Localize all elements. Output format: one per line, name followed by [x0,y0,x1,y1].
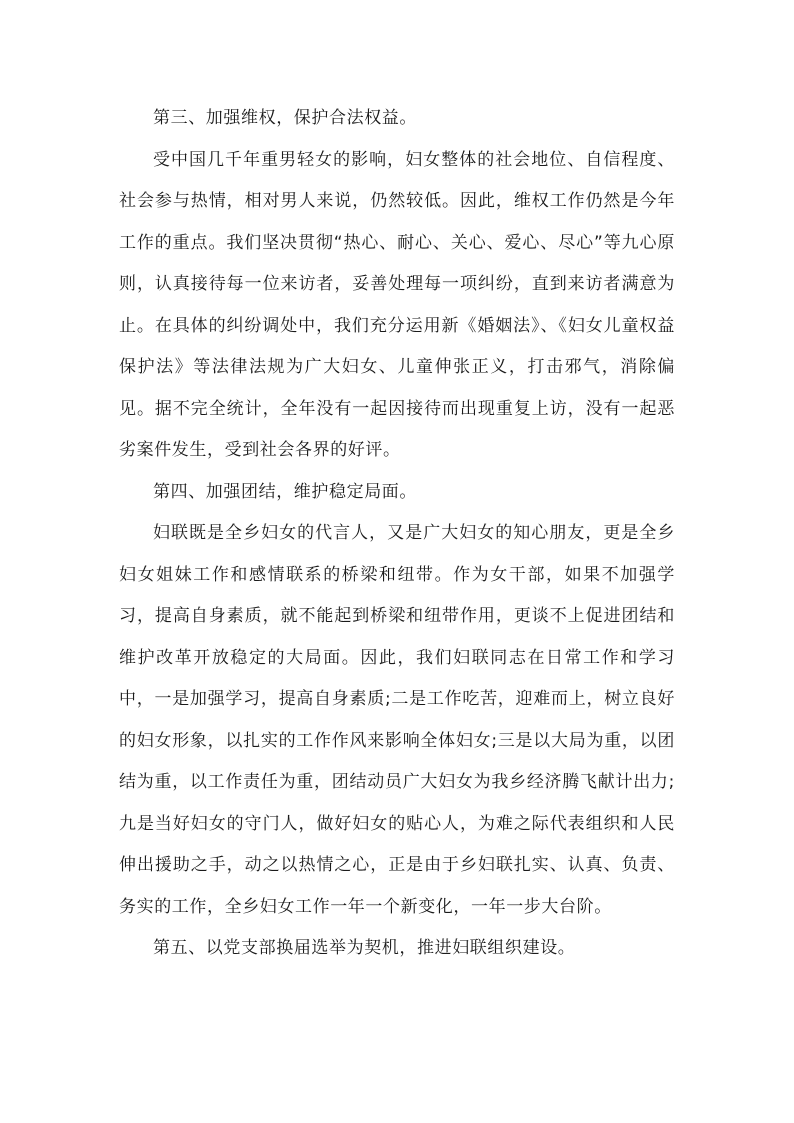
document-body [119,98,675,970]
section-heading-4: 第四、加强团结，维护稳定局面。 [153,481,417,502]
section-heading-3: 第三、加强维权，保护合法权益。 [153,108,417,128]
body-paragraph: 妇联既是全乡妇女的代言人，又是广大妇女的知心朋友，更是全乡妇女姐妹工作和感情联系的桥梁和纽带。作为女干部，如果不加强学习，提高自身素质，就不能起到桥梁和纽带作用，更谈不上促进团结和维护改革开放稳定的大局面。因此，我们妇联同志在日常工作和学习中，一是加强学习，提高自身素质;二是工作吃苦，迎难而上，树立良好的妇女形象，以扎实的工作作风来影响全体妇女;三是以大局为重，以团结为重，以工作责任为重，团结动员广大妇女为我乡经济腾飞献计出力;九是当好妇女的守门人，做好妇女的贴心人，为难之际代表组织和人民伸出援助之手，动之以热情之心，正是由于乡妇联扎实、认真、负责、务实的工作，全乡妇女工作一年一个新变化，一年一步大台阶。 [119,523,675,917]
body-paragraph: 受中国几千年重男轻女的影响，妇女整体的社会地位、自信程度、社会参与热情，相对男人来说，仍然较低。因此，维权工作仍然是今年工作的重点。我们坚决贯彻“热心、耐心、关心、爱心、尽心”等九心原则，认真接待每一位来访者，妥善处理每一项纠纷，直到来访者满意为止。在具体的纠纷调处中，我们充分运用新《婚姻法》、《妇女儿童权益保护法》等法律法规为广大妇女、儿童伸张正义，打击邪气，消除偏见。据不完全统计，全年没有一起因接待而出现重复上访，没有一起恶劣案件发生，受到社会各界的好评。 [119,149,675,460]
section-heading-5: 第五、以党支部换届选举为契机，推进妇联组织建设。 [153,938,576,958]
